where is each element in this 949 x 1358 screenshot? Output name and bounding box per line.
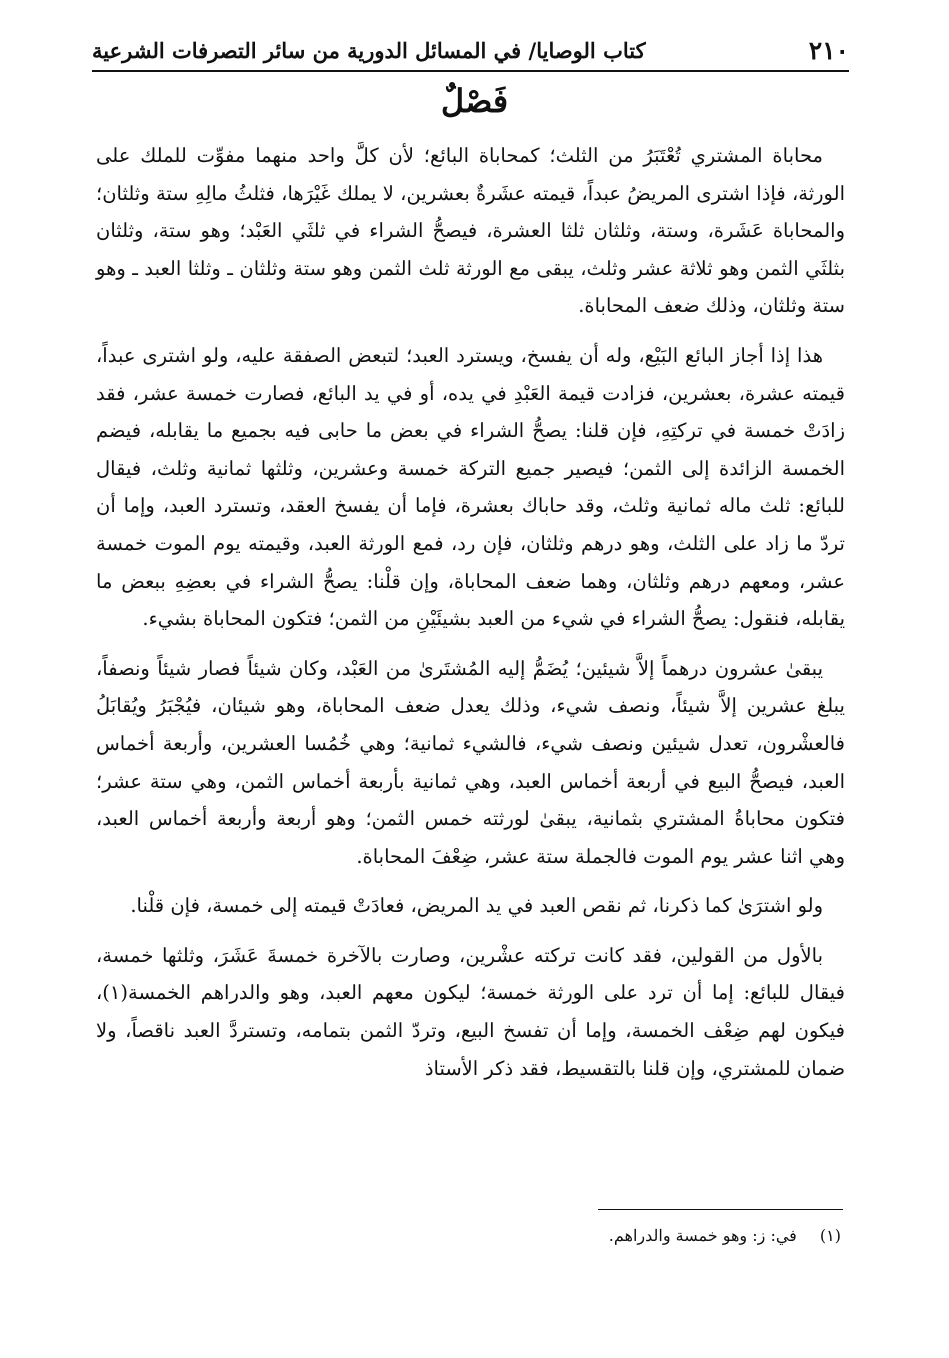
paragraph: ولو اشترَىٰ كما ذكرنا، ثم نقص العبد في يد المريض، فعادَتْ قيمته إلى خمسة، فإن قلْنا.: [130, 894, 823, 918]
footnote-divider: [598, 1209, 843, 1210]
running-title: كتاب الوصايا/ في المسائل الدورية من سائر التصرفات الشرعية: [92, 37, 646, 63]
footnote-text: في: ز: وهو خمسة والدراهم.: [608, 1226, 797, 1245]
footnote-number: (١): [819, 1226, 841, 1245]
paragraph: يبقىٰ عشرون درهماً إلاَّ شيئين؛ يُضَمُّ إليه المُشتَرىٰ من العَبْد، وكان شيئاً فصار شيئاً ونصفاً، يبلغ عشرين إلاَّ شيئاً، ونصف شيء، وذلك يعدل ضعف المحاباة، وهو شيئان، فيُجْبَرُ ويُقابَلُ فالعشْرون، تعدل شيئين ونصف شيء، فالشيء ثمانية؛ وهي خُمُسا العشرين، وأربعة أخماس العبد، فيصحُّ البيع في أربعة أخماس العبد، وهي ثمانية بأربعة أخماس الثمن، وهي ستة عشر؛ فتكون محاباةُ المشتري بثمانية، يبقىٰ لورثته خمس الثمن؛ وهو أربعة وأربعة أخماس العبد، وهي اثنا عشر يوم الموت فالجملة ستة عشر، ضِعْفَ المحاباة.: [96, 656, 845, 868]
running-header: [92, 30, 849, 72]
paragraph: محاباة المشتري تُعْتَبَرُ من الثلث؛ كمحاباة البائع؛ لأن كلَّ واحد منهما مفوِّت للملك على الورثة، فإذا اشترى المريضُ عبداً، قيمته عشَرةٌ بعشرين، لا يملك غَيْرَها، فثلثُ مالِهِ ستة وثلثان؛ والمحاباة عَشَرة، وستة، وثلثان ثلثا العشرة، فيصحُّ الشراء في ثلثَي العَبْد؛ وهو ستة، وثلثان بثلثَي الثمن وهو ثلاثة عشر وثلث، يبقى مع الورثة ثلث الثمن وهو ستة وثلثان ـ وثلثا العبد ـ وهو ستة وثلثان، وذلك ضعف المحاباة.: [96, 144, 845, 318]
page-number: ٢١٠: [808, 35, 849, 65]
paragraph: هذا إذا أجاز البائع البَيْع، وله أن يفسخ، ويسترد العبد؛ لتبعض الصفقة عليه، ولو اشترى عبداً، قيمته عشرة، بعشرين، فزادت قيمة العَبْدِ في يده، أو في يد البائع، فصارت خمسة عشر، فقد زادَتْ خمسة في تركتِهِ، فإن قلنا: يصحُّ الشراء في بعض ما حابى فيه بجميع ما يقابله، فيضم الخمسة الزائدة إلى الثمن؛ فيصير جميع التركة خمسة وعشرين، وثلثها ثمانية وثلث، فيقال للبائع: ثلث ماله ثمانية وثلث، وقد حاباك بعشرة، فإما أن يفسخ العقد، وتسترد العبد، وإما أن تردّ ما زاد على الثلث، وهو درهم وثلثان، فإن رد، فمع الورثة العبد، وقيمته يوم الموت خمسة عشر، ومعهم درهم وثلثان، وهما ضعف المحاباة، وإن قلْنا: يصحُّ الشراء في بعضِهِ ببعض ما يقابله، فنقول: يصحُّ الشراء في شيء من العبد بشيئَيْنِ من الثمن؛ فتكون المحاباة بشيء.: [96, 343, 845, 631]
section-heading: فَصْلٌ: [440, 82, 509, 120]
footnote: [96, 1222, 841, 1250]
body-text: [96, 137, 845, 1099]
paragraph: بالأول من القولين، فقد كانت تركته عشْرين، وصارت بالآخرة خمسةَ عَشَرَ، وثلثها خمسة، فيقال للبائع: إما أن ترد على الورثة خمسة؛ ليكون معهم العبد، وهو والدراهم الخمسة(١)، فيكون لهم ضِعْف الخمسة، وإما أن تفسخ البيع، وتردّ الثمن بتمامه، وتستردَّ العبد ناقصاً، ولا ضمان للمشتري، وإن قلنا بالتقسيط، فقد ذكر الأستاذ: [96, 943, 845, 1080]
